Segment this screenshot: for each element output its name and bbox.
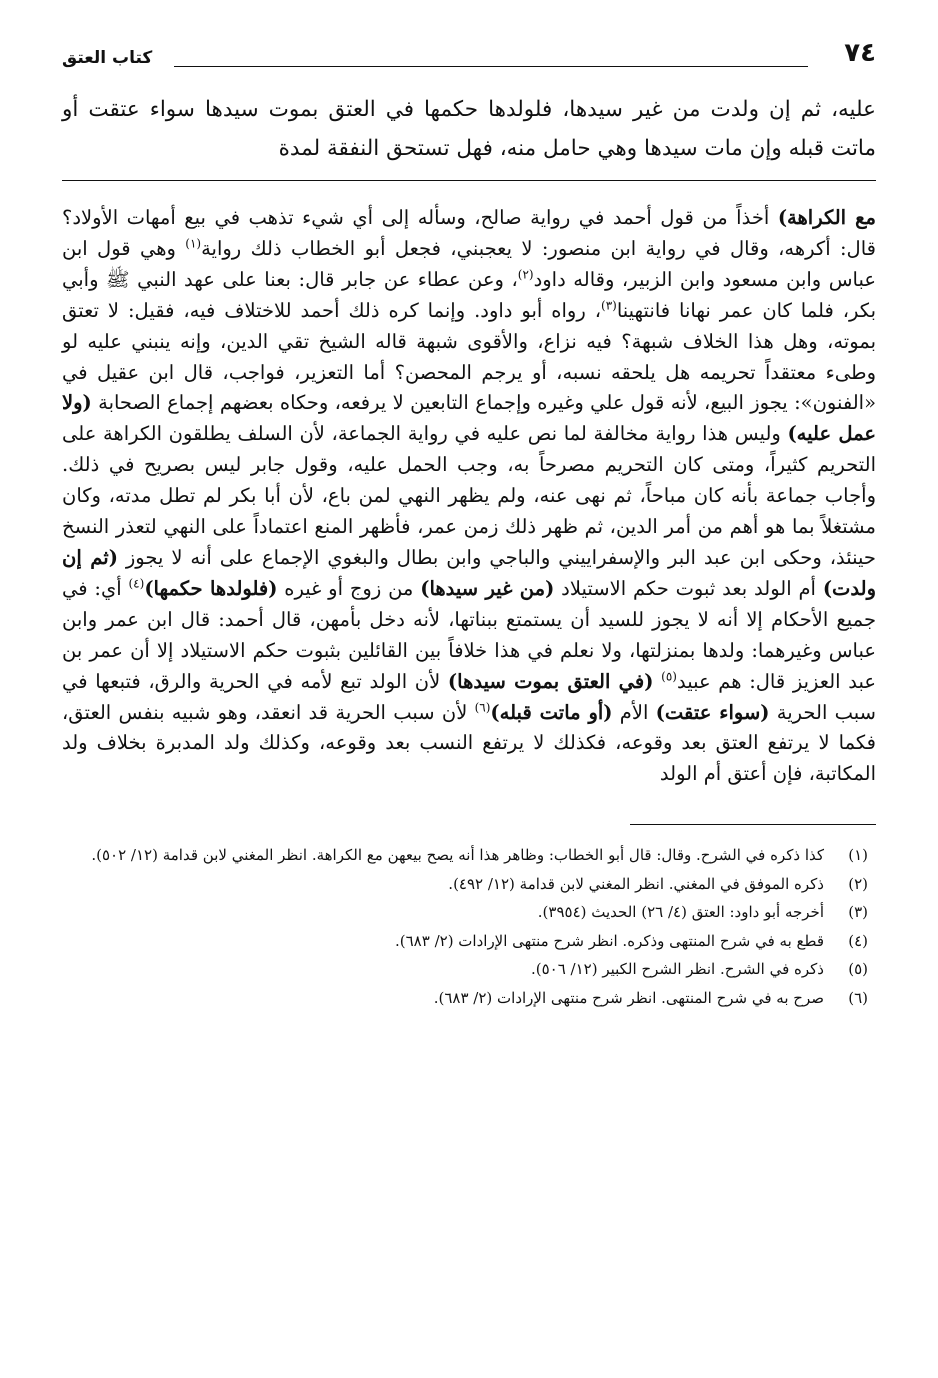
footnote-number: (٣) xyxy=(848,903,868,922)
quoted-matn: (في العتق بموت سيدها) xyxy=(447,669,654,693)
page-number: ٧٤ xyxy=(844,38,876,68)
header-rule xyxy=(174,66,808,67)
commentary-text: لأن الولد تبع لأمه في الحرية والرق، فتبعها في سبب الحرية xyxy=(62,669,877,724)
footnote-number: (٤) xyxy=(848,931,868,950)
commentary-text: أم الولد بعد ثبوت حكم الاستيلاد xyxy=(554,576,823,600)
commentary-text: الأم xyxy=(612,700,656,724)
footnote-divider xyxy=(630,824,876,825)
footnote-item xyxy=(62,870,868,899)
commentary-text: لأن سبب الحرية قد انعقد، وهو شبيه بنفس العتق، فكما لا يرتفع العتق بعد وقوعه، فكذلك لا يرتفع النسب بعد وقوعه، وكذلك ولد المدبرة بخلاف ولد المكاتبة، فإن أعتق أم الولد xyxy=(62,700,876,786)
footnote-item xyxy=(62,898,868,927)
quoted-matn: مع الكراهة) xyxy=(777,206,876,229)
footnote-ref: (٤) xyxy=(128,576,145,591)
footnote-ref: (٦) xyxy=(474,700,491,714)
quoted-matn: (ثم إن ولدت) xyxy=(62,545,876,600)
footnote-item xyxy=(62,841,868,870)
quoted-matn: (فلولدها حكمها) xyxy=(144,576,278,600)
footnote-number: (١) xyxy=(848,846,868,865)
commentary-text: أخذاً من قول أحمد في رواية صالح، وسأله إلى أي شيء تذهب في بيع أمهات الأولاد؟ قال: أكرهه، وقال في رواية ابن منصور: لا يعجبني، فجعل أبو الخطاب ذلك رواية xyxy=(62,206,876,260)
footnote-text: كذا ذكره في الشرح. وقال: قال أبو الخطاب: وظاهر هذا أنه يصح بيعهن مع الكراهة. انظر المغني لابن قدامة (١٢/ ٥٠٢). xyxy=(91,846,824,865)
footnote-number: (٥) xyxy=(848,960,868,979)
commentary-text: وليس هذا رواية مخالفة لما نص عليه في رواية الجماعة، لأن السلف يطلقون الكراهة على التحريم كثيراً، ومتى كان التحريم مصرحاً به، وجب الحمل عليه، وقول جابر ليس بصريح في ذلك. وأجاب جماعة بأنه كان مباحاً، ثم نهى عنه، ولم يظهر النهي لمن باع، لأن أبا بكر لم تطل مدته، وكان مشتغلاً بما هو أهم من أمر الدين، ثم ظهر ذلك زمن عمر، فأظهر المنع اعتماداً على النهي لتعذر النسخ حينئذ، وحكى ابن عبد البر والإسفراييني والباجي وابن بطال والبغوي الإجماع على أنه لا يجوز xyxy=(62,422,876,569)
footnote-text: ذكره الموفق في المغني. انظر المغني لابن قدامة (١٢/ ٤٩٢). xyxy=(448,874,824,893)
footnote-ref: (١) xyxy=(185,236,202,251)
footnote-number: (٢) xyxy=(848,874,868,893)
footnote-item xyxy=(62,955,868,984)
footnotes xyxy=(62,841,876,1012)
page-header xyxy=(62,30,876,80)
matn-divider xyxy=(62,180,876,181)
footnote-text: صرح به في شرح المنتهى. انظر شرح منتهى الإرادات (٢/ ٦٨٣). xyxy=(433,988,824,1007)
footnote-ref: (٥) xyxy=(661,669,677,684)
sharh-paragraph xyxy=(62,203,876,790)
commentary-text: ، رواه أبو داود. وإنما كره ذلك أحمد للاختلاف فيه، فقيل: لا تعتق بموته، وهل هذا الخلاف شبهة؟ فيه نزاع، والأقوى شبهة قاله الشيخ تقي الدين، وإنه ينبني عليه لو وطىء معتقداً تحريمه هل يلحقه نسبه، أو يرجم المحصن؟ أما التعزير، فواجب، قال ابن عقيل في «الفنون»: يجوز البيع، لأنه قول علي وغيره وإجماع التابعين لا يرفعه، وحكاه بعضهم إجماع الصحابة xyxy=(62,298,876,415)
footnote-text: ذكره في الشرح. انظر الشرح الكبير (١٢/ ٥٠٦). xyxy=(530,960,824,979)
quoted-matn: (أو ماتت قبله) xyxy=(490,700,613,724)
quoted-matn: (سواء عتقت) xyxy=(655,700,770,724)
sharh-commentary xyxy=(62,203,876,790)
footnote-item xyxy=(62,984,868,1013)
book-page xyxy=(62,30,876,1012)
commentary-text: وهي قول ابن عباس وابن مسعود وابن الزبير، وقاله داود xyxy=(62,236,877,291)
commentary-text: ، وعن عطاء عن جابر قال: بعنا على عهد النبي ﷺ وأبي بكر، فلما كان عمر نهانا فانتهينا xyxy=(62,267,876,322)
commentary-text: من زوج أو غيره xyxy=(277,576,421,600)
quoted-matn: (من غير سيدها) xyxy=(420,576,555,600)
commentary-text: أي: في جميع الأحكام إلا أنه لا يجوز للسيد أن يستمتع ببناتها، لأنه دخل بأمهن، قال أحمد: قال ابن عمر وابن عباس وغيرهما: ولدها بمنزلتها، ولا نعلم في هذا خلافاً بين القائلين بثبوت حكم الاستيلاد إلا أن عمر بن عبد العزيز قال: هم عبيد xyxy=(62,576,876,693)
footnote-ref: (٣) xyxy=(601,298,617,313)
footnote-number: (٦) xyxy=(848,988,868,1007)
footnote-text: قطع به في شرح المنتهى وذكره. انظر شرح منتهى الإرادات (٢/ ٦٨٣). xyxy=(395,931,824,950)
quoted-matn: (ولا عمل عليه) xyxy=(62,391,876,446)
footnote-ref: (٢) xyxy=(517,267,534,282)
book-title: كتاب العتق xyxy=(62,48,153,68)
footnote-item xyxy=(62,927,868,956)
commentary-text xyxy=(653,670,661,693)
footnote-text: أخرجه أبو داود: العتق (٤/ ٢٦) الحديث (٣٩٥٤). xyxy=(537,903,824,922)
matn-text: عليه، ثم إن ولدت من غير سيدها، فلولدها حكمها في العتق بموت سيدها سواء عتقت أو ماتت قبله وإن مات سيدها وهي حامل منه، فهل تستحق النفقة لمدة xyxy=(62,97,876,161)
